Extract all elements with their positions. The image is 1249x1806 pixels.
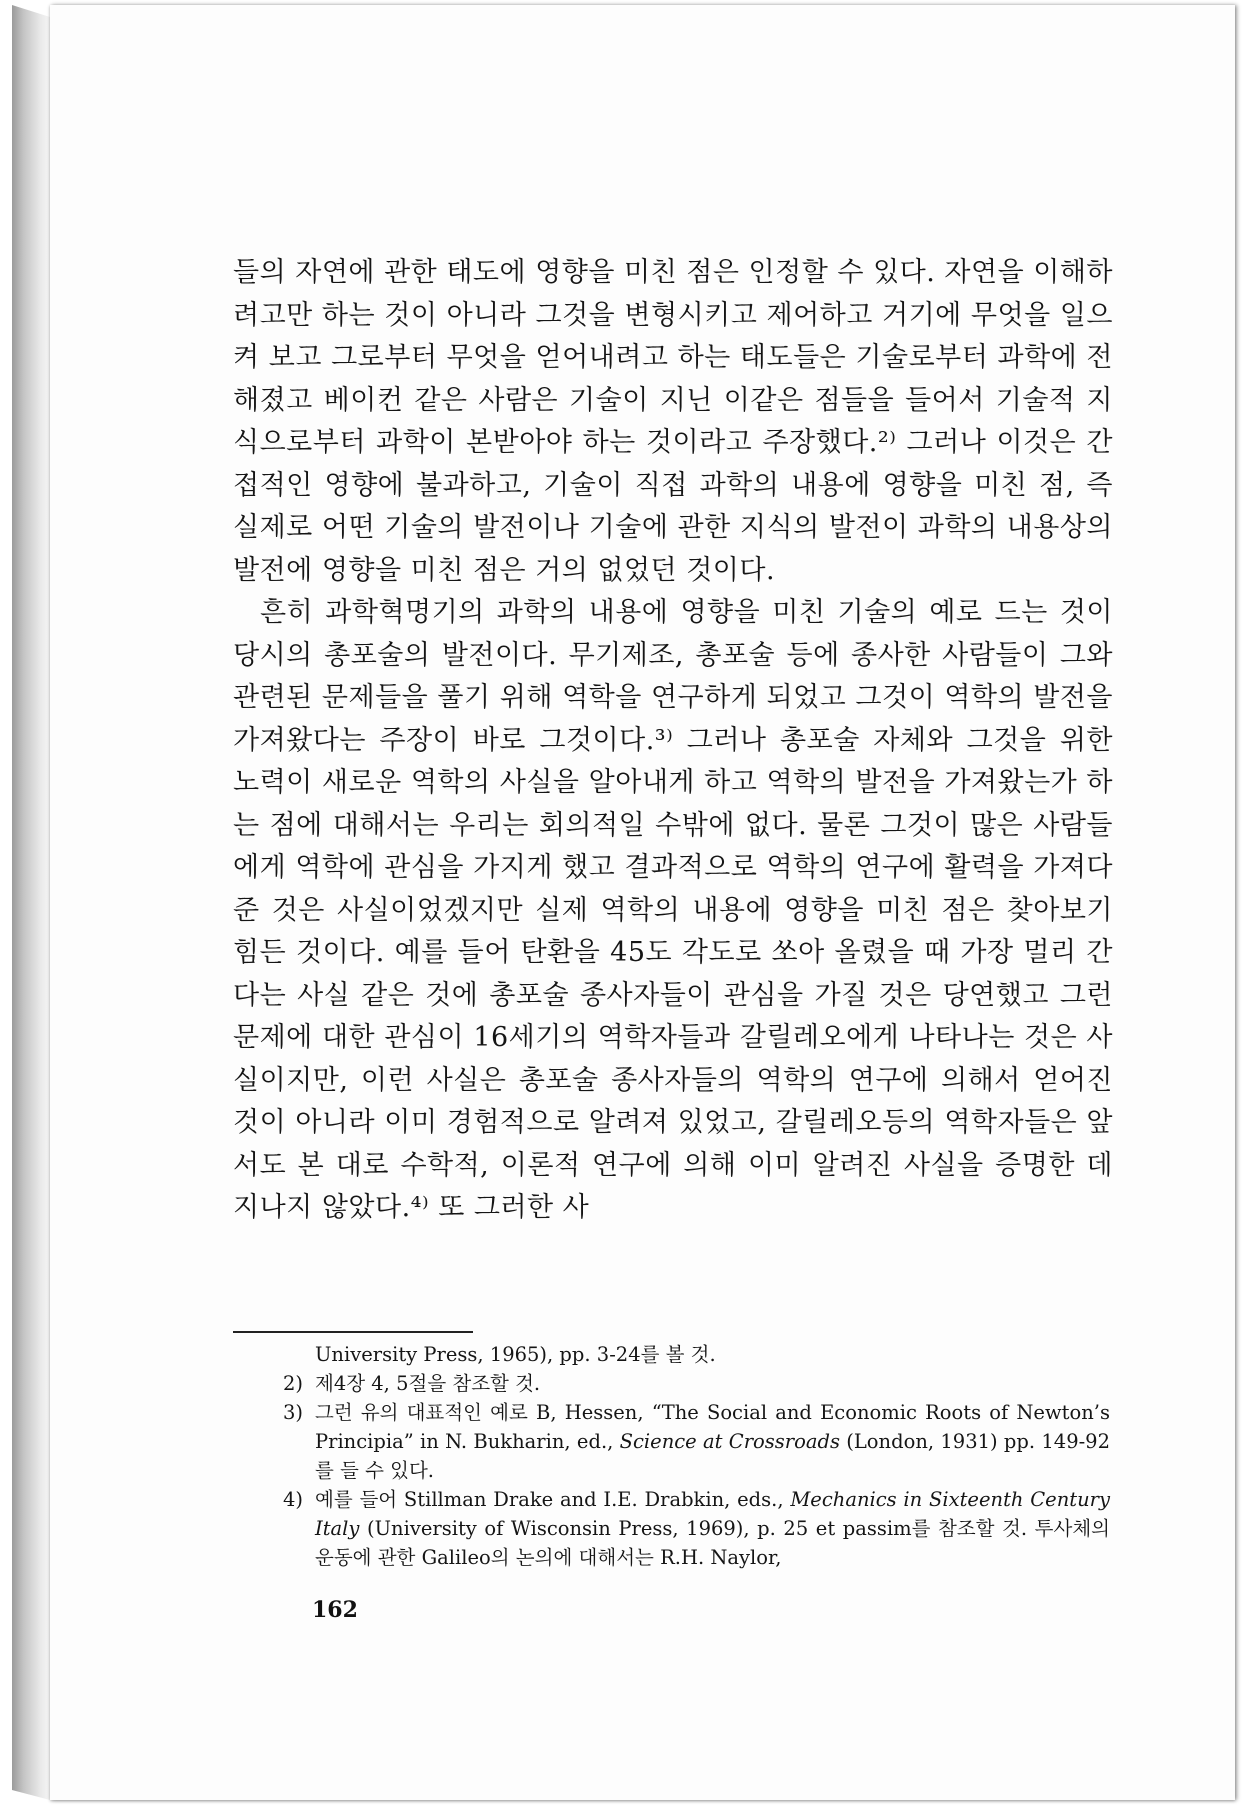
footnote-divider: [233, 1331, 473, 1333]
book-page: [50, 5, 1235, 1800]
book-title: Mechanics in Sixteenth Century Italy: [315, 1488, 1110, 1540]
footnote-4: 4) 예를 들어 Stillman Drake and I.E. Drabkin, eds., Mechanics in Sixteenth Century Italy (University of Wisconsin Press, 1969), p. 25 et passim를 참조할 것. 투사체의 운동에 관한 Galileo의 논의에 대해서는 R.H. Naylor,: [315, 1485, 1110, 1572]
page-number: 162: [312, 1597, 358, 1623]
footnote-2: [283, 1369, 1110, 1398]
paragraph: 들의 자연에 관한 태도에 영향을 미친 점은 인정할 수 있다. 자연을 이해하려고만 하는 것이 아니라 그것을 변형시키고 제어하고 거기에 무엇을 일으켜 보고 그로부터 무엇을 얻어내려고 하는 태도들은 기술로부터 과학에 전해졌고 베이컨 같은 사람은 기술이 지닌 이같은 점들을 들어서 기술적 지식으로부터 과학이 본받아야 하는 것이라고 주장했다.²⁾ 그러나 이것은 간접적인 영향에 불과하고, 기술이 직접 과학의 내용에 영향을 미친 점, 즉 실제로 어떤 기술의 발전이나 기술에 관한 지식의 발전이 과학의 내용상의 발전에 영향을 미친 점은 거의 없었던 것이다.: [233, 257, 1113, 586]
footnote-number: 3): [283, 1401, 304, 1424]
book-title: Science at Crossroads: [619, 1430, 840, 1453]
footnote-text: 제4장 4, 5절을 참조할 것.: [315, 1372, 541, 1395]
paragraph: 흔히 과학혁명기의 과학의 내용에 영향을 미친 기술의 예로 드는 것이 당시의 총포술의 발전이다. 무기제조, 총포술 등에 종사한 사람들이 그와 관련된 문제들을 풀기 위해 역학을 연구하게 되었고 그것이 역학의 발전을 가져왔다는 주장이 바로 그것이다.³⁾ 그러나 총포술 자체와 그것을 위한 노력이 새로운 역학의 사실을 알아내게 하고 역학의 발전을 가져왔는가 하는 점에 대해서는 우리는 회의적일 수밖에 없다. 물론 그것이 많은 사람들에게 역학에 관심을 가지게 했고 결과적으로 역학의 연구에 활력을 가져다 준 것은 사실이었겠지만 실제 역학의 내용에 영향을 미친 점은 찾아보기 힘든 것이다. 예를 들어 탄환을 45도 각도로 쏘아 올렸을 때 가장 멀리 간다는 사실 같은 것에 총포술 종사자들이 관심을 가질 것은 당연했고 그런 문제에 대한 관심이 16세기의 역학자들과 갈릴레오에게 나타나는 것은 사실이지만, 이런 사실은 총포술 종사자들의 역학의 연구에 의해서 얻어진 것이 아니라 이미 경험적으로 알려져 있었고, 갈릴레오등의 역학자들은 앞서도 본 대로 수학적, 이론적 연구에 의해 이미 알려진 사실을 증명한 데 지나지 않았다.⁴⁾ 또 그러한 사: [233, 597, 1113, 1223]
book-page-edge: [12, 5, 50, 1800]
footnote-number: 2): [283, 1372, 304, 1395]
footnotes: [283, 1340, 1110, 1572]
footnote-3: 3) 그런 유의 대표적인 예로 B, Hessen, “The Social and Economic Roots of Newton’s Principia” in N. Bukharin, ed., Science at Crossroads (London, 1931) pp. 149-92를 들 수 있다.: [315, 1398, 1110, 1485]
body-text: [233, 252, 1113, 1230]
footnote-continuation: University Press, 1965), pp. 3-24를 볼 것.: [315, 1343, 716, 1366]
footnote-number: 4): [283, 1488, 304, 1511]
